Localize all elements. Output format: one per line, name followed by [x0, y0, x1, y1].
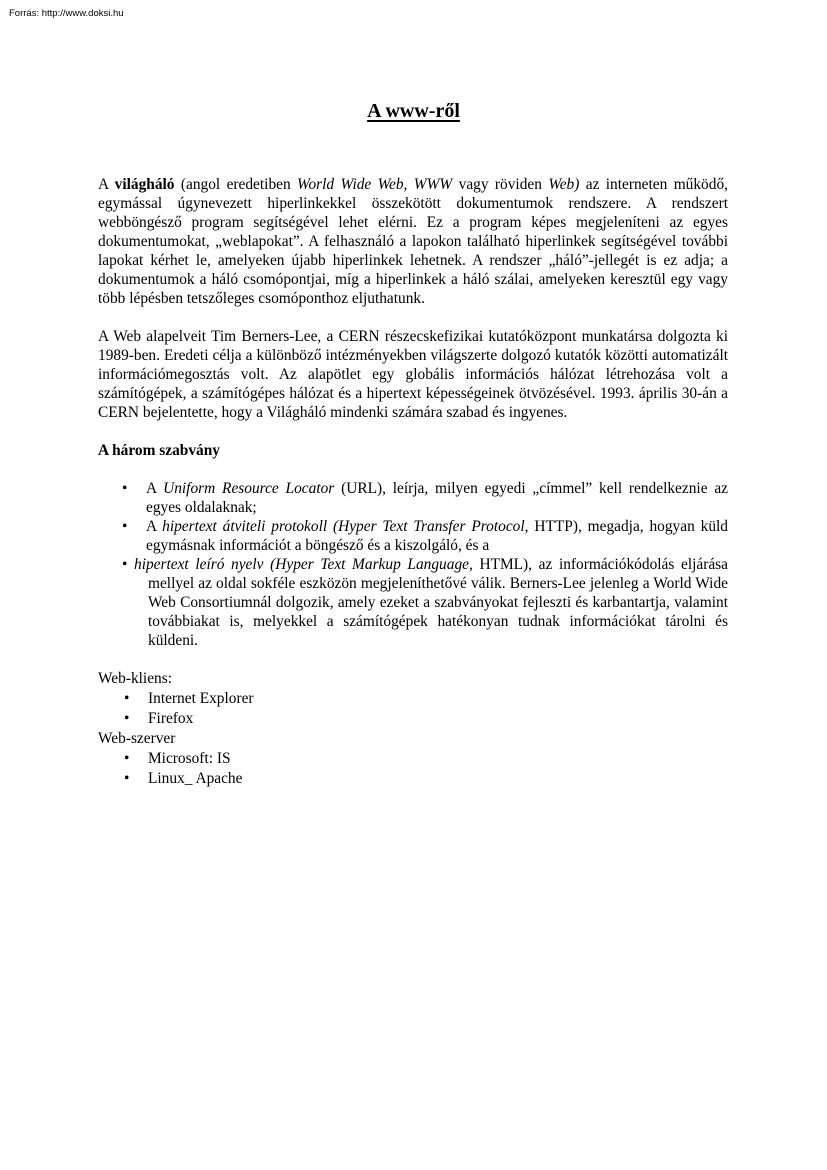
web-client-label: Web-kliens: — [98, 670, 172, 687]
document-body — [98, 175, 728, 789]
standard-name: Uniform Resource Locator — [163, 480, 335, 497]
standard-item-url — [98, 479, 728, 517]
standard-item-http — [98, 517, 728, 555]
intro-term: világháló — [114, 176, 175, 193]
intro-text-a: A — [98, 176, 115, 193]
standard-desc: HTTP), megadja, hogyan küld egymásnak információt a böngésző és a kiszolgáló, és a — [146, 518, 728, 554]
standards-list — [98, 479, 728, 650]
intro-short-name: Web) — [548, 176, 580, 193]
intro-paragraph — [98, 175, 728, 308]
page-title: A www-ről — [367, 100, 460, 122]
intro-text-e: vagy röviden — [452, 176, 549, 193]
standard-item-html — [98, 555, 728, 650]
standard-desc: (URL), leírja, milyen egyedi „címmel” kell rendelkeznie az egyes oldalaknak; — [146, 480, 728, 516]
history-paragraph: A Web alapelveit Tim Berners-Lee, a CERN részecskefizikai kutatóközpont munkatársa dolgozta ki 1989-ben. Eredeti célja a különböző intézményekben világszerte dolgozó kutatók közötti automatizált információmegosztás volt. Az alapötlet egy globális információs hálózat létrehozása volt a számítógépek, a számítógépes hálózat és a hipertext képességeinek ötvözésével. 1993. április 30-án a CERN bejelentette, hogy a Világháló mindenki számára szabad és ingyenes. — [98, 328, 728, 421]
list-item: • Internet Explorer — [98, 689, 728, 709]
source-note: Forrás: http://www.doksi.hu — [9, 8, 124, 19]
standard-name: hipertext átviteli protokoll (Hyper Text Transfer Protocol, — [162, 518, 529, 535]
web-server-list — [98, 749, 728, 789]
standard-pre: A — [146, 480, 164, 497]
web-client-list — [98, 689, 728, 729]
web-server-label: Web-szerver — [98, 730, 176, 747]
section-heading: A három szabvány — [98, 442, 221, 459]
list-item: • Microsoft: IS — [98, 749, 728, 769]
standard-pre: A — [146, 518, 163, 535]
intro-english-name: World Wide Web, WWW — [297, 176, 453, 193]
intro-text-g: az interneten működő, egymással úgynevezett hiperlinkekkel összekötött dokumentumok rendszere. A rendszert webböngésző program segítségével lehet elérni. Ez a program képes megjeleníteni az egyes dokumentumokat, „weblapokat”. A felhasználó a lapokon található hiperlinkek segítségével további lapokat kérhet le, amelyeken újabb hiperlinkek lehetnek. A rendszer „háló”-jellegét is ez adja; a dokumentumok a háló csomópontjai, míg a hiperlinkek a háló szálai, amelyeken keresztül egy vagy több lépésben tetszőleges csomóponthoz eljuthatunk. — [98, 176, 728, 307]
list-item: • Linux_ Apache — [98, 769, 728, 789]
list-item: • Firefox — [98, 709, 728, 729]
intro-text-c: (angol eredetiben — [174, 176, 298, 193]
standard-desc: HTML), az információkódolás eljárása mellyel az oldal sokféle eszközön megjeleníthetővé válik. Berners-Lee jelenleg a World Wide Web Consortiumnál dolgozik, amely ezeket a szabványokat fejleszti és karbantartja, valamint továbbiakat is, melyekkel a számítógépek hatékonyan tudnak információkat tárolni és küldeni. — [148, 556, 728, 649]
standard-name: hipertext leíró nyelv (Hyper Text Markup Language, — [134, 556, 473, 573]
